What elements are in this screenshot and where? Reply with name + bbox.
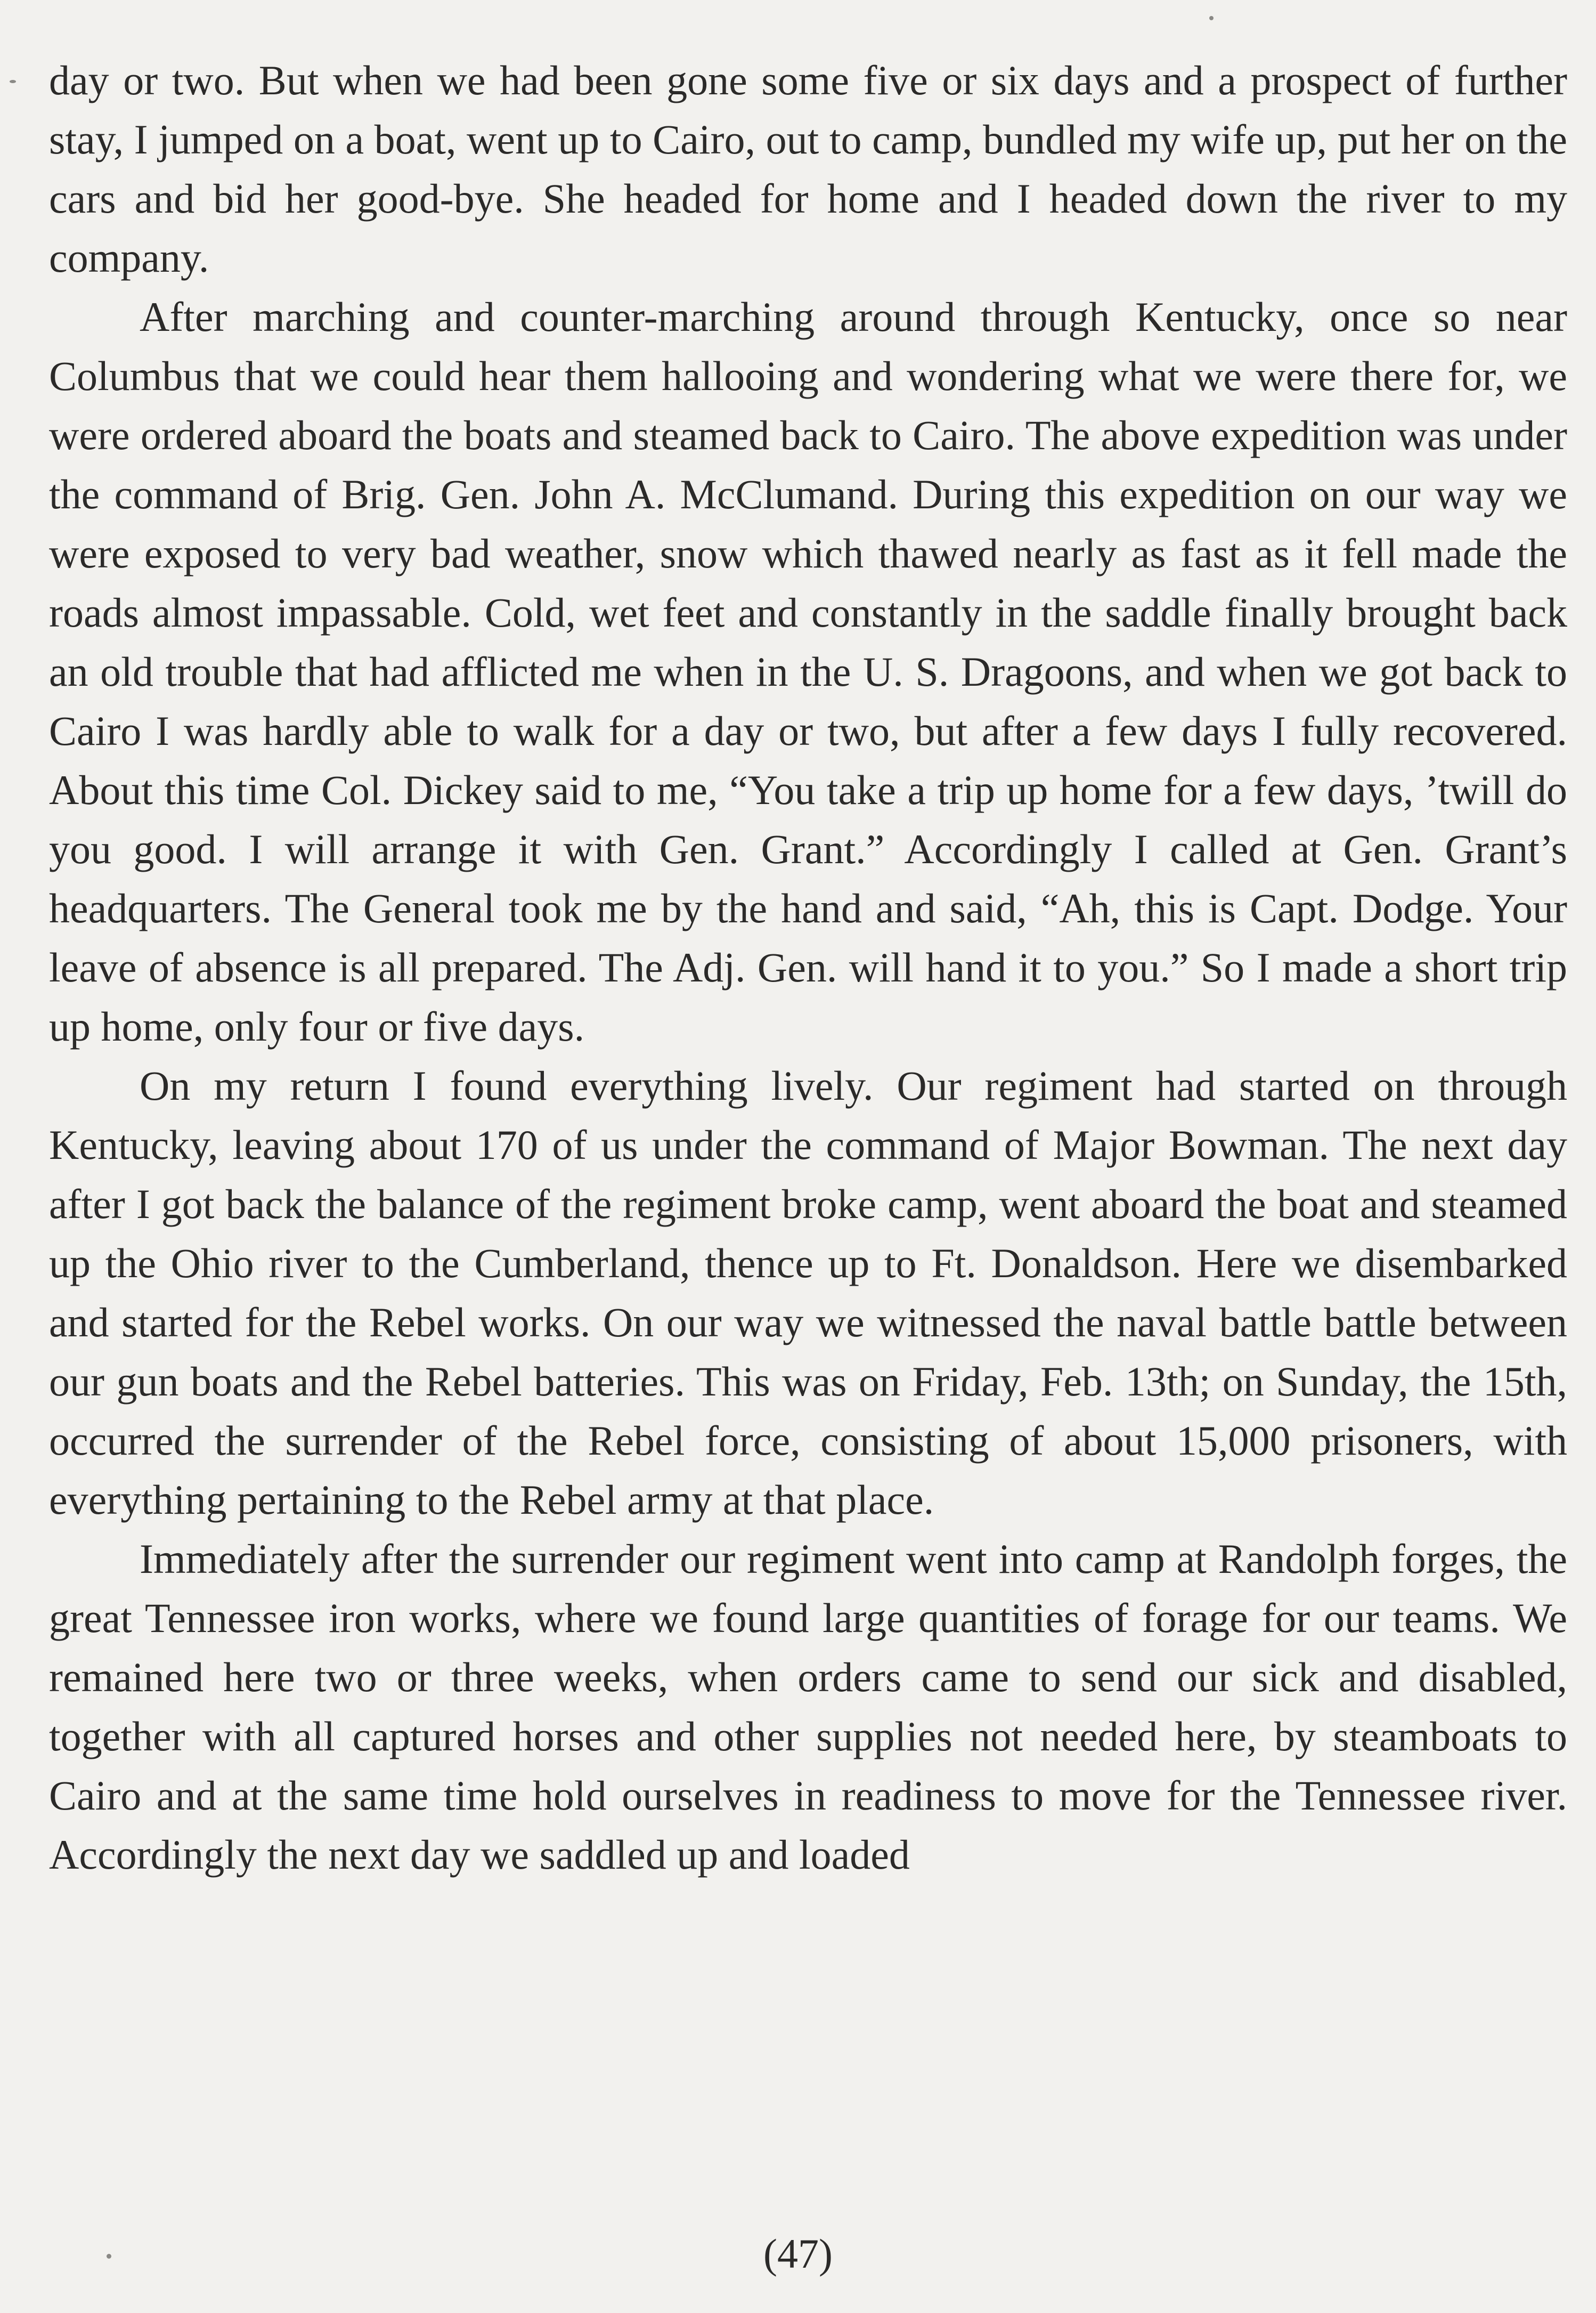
body-text	[49, 51, 1567, 1884]
page-number: (47)	[763, 2230, 833, 2277]
ink-speck	[10, 80, 16, 83]
paragraph-1: day or two. But when we had been gone some five or six days and a prospect of further stay, I jumped on a boat, went up to Cairo, out to camp, bundled my wife up, put her on the cars and bid her good-bye. She headed for home and I headed down the river to my company.	[49, 57, 1567, 281]
ink-speck	[1209, 16, 1214, 20]
paragraph-4: Immediately after the surrender our regiment went into camp at Randolph forges, the great Tennessee iron works, where we found large quantities of forage for our teams. We remained here two or three weeks, when orders came to send our sick and disabled, together with all captured horses and other supplies not needed here, by steamboats to Cairo and at the same time hold ourselves in readiness to move for the Tennessee river. Accordingly the next day we saddled up and loaded	[49, 1536, 1567, 1878]
paragraph-2: After marching and counter-marching around through Kentucky, once so near Columbus that we could hear them hallooing and wondering what we were there for, we were ordered aboard the boats and steamed back to Cairo. The above expedition was under the command of Brig. Gen. John A. McClumand. During this expedition on our way we were exposed to very bad weather, snow which thawed nearly as fast as it fell made the roads almost impassable. Cold, wet feet and constantly in the saddle finally brought back an old trouble that had afflicted me when in the U. S. Dragoons, and when we got back to Cairo I was hardly able to walk for a day or two, but after a few days I fully recovered. About this time Col. Dickey said to me, “You take a trip up home for a few days, ’twill do you good. I will arrange it with Gen. Grant.” Accordingly I called at Gen. Grant’s headquarters. The General took me by the hand and said, “Ah, this is Capt. Dodge. Your leave of absence is all prepared. The Adj. Gen. will hand it to you.” So I made a short trip up home, only four or five days.	[49, 294, 1567, 1050]
paragraph-3: On my return I found everything lively. Our regiment had started on through Kentucky, leaving about 170 of us under the command of Major Bowman. The next day after I got back the balance of the regiment broke camp, went aboard the boat and steamed up the Ohio river to the Cumberland, thence up to Ft. Donaldson. Here we disembarked and started for the Rebel works. On our way we witnessed the naval battle battle between our gun boats and the Rebel batteries. This was on Friday, Feb. 13th; on Sunday, the 15th, occurred the surrender of the Rebel force, consisting of about 15,000 prisoners, with everything pertaining to the Rebel army at that place.	[49, 1062, 1567, 1523]
